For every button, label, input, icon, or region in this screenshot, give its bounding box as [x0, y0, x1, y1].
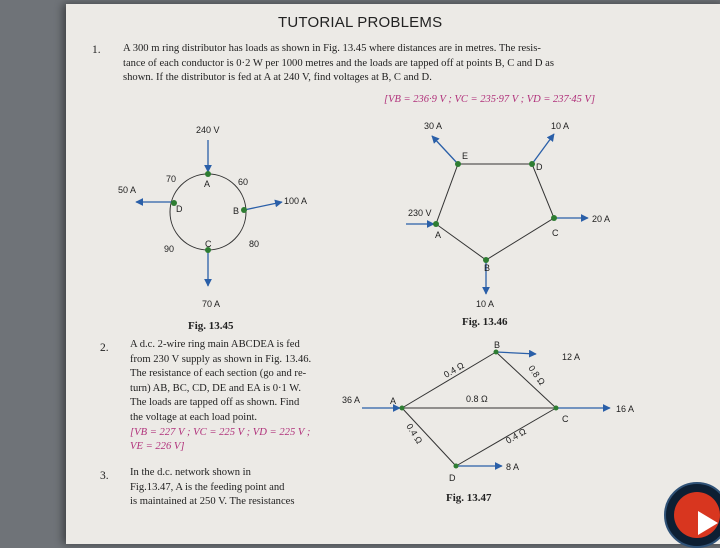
problem-2-line: The loads are tapped off as shown. Find [130, 397, 300, 409]
node-d-label: D [449, 473, 456, 483]
label-10a: 10 A [476, 299, 495, 309]
fig-13-45 [118, 125, 307, 309]
play-icon [674, 492, 720, 538]
dist-label: 80 [249, 239, 260, 249]
problem-2-line: the voltage at each load point. [130, 411, 258, 423]
fig-13-47 [342, 340, 634, 483]
problem-2-answer: [VB = 227 V ; VC = 225 V ; VD = 225 V ; [130, 426, 311, 438]
label-8a: 8 A [506, 462, 520, 472]
resistance-label: 0.4 Ω [504, 426, 528, 446]
label-230v: 230 V [408, 208, 432, 218]
dist-label: 70 [166, 174, 177, 184]
label-70a: 70 A [202, 299, 221, 309]
problem-3-line: Fig.13.47, A is the feeding point and [130, 481, 285, 493]
label-12a: 12 A [562, 352, 581, 362]
node-a-label: A [435, 230, 442, 240]
node-dot [433, 221, 439, 227]
ring-main [436, 164, 554, 260]
resistance-label: 0.8 Ω [526, 363, 548, 387]
node-dot [529, 161, 535, 167]
problem-1-line: tance of each conductor is 0·2 W per 1000 metres and the loads are tapped off at points B, C and D as [123, 57, 554, 69]
node-b-label: B [494, 340, 501, 350]
fig-13-47-caption: Fig. 13.47 [446, 492, 492, 504]
node-c-label: C [205, 239, 212, 249]
node-d-label: D [536, 162, 543, 172]
resistance-label: 0.4 Ω [404, 421, 425, 446]
node-a-label: A [204, 179, 211, 189]
problem-1-answer: [VB = 236·9 V ; VC = 235·97 V ; VD = 237·45 V] [384, 94, 596, 105]
figures-canvas [66, 4, 666, 544]
node-a-label: A [390, 396, 397, 406]
fig-13-46 [406, 121, 610, 309]
problem-2-line: A d.c. 2-wire ring main ABCDEA is fed [130, 339, 300, 350]
node-c-label: C [552, 228, 559, 238]
label-16a: 16 A [616, 404, 635, 414]
problem-1-line: A 300 m ring distributor has loads as shown in Fig. 13.45 where distances are in metres. The resis- [123, 43, 541, 54]
resistance-label: 0.8 Ω [466, 394, 488, 404]
dist-label: 90 [164, 244, 175, 254]
label-36a: 36 A [342, 395, 361, 405]
node-dot [241, 207, 247, 213]
label-10a: 10 A [551, 121, 570, 131]
page-title: TUTORIAL PROBLEMS [278, 14, 443, 31]
problem-2-number: 2. [100, 342, 109, 354]
label-50a: 50 A [118, 185, 137, 195]
node-dot [454, 464, 459, 469]
node-c-label: C [562, 414, 569, 424]
label-20a: 20 A [592, 214, 611, 224]
label-30a: 30 A [424, 121, 443, 131]
node-b-label: B [233, 206, 240, 216]
load-arrow [432, 136, 458, 164]
problem-2-line: The resistance of each section (go and re- [130, 368, 307, 380]
node-dot [455, 161, 461, 167]
problem-1-number: 1. [92, 44, 101, 56]
node-d-label: D [176, 204, 183, 214]
node-e-label: E [462, 151, 469, 161]
dist-label: 60 [238, 177, 249, 187]
problem-2-line: from 230 V supply as shown in Fig. 13.46. [130, 353, 312, 365]
fig-13-46-caption: Fig. 13.46 [462, 316, 508, 328]
node-dot [554, 406, 559, 411]
problem-1-line: shown. If the distributor is fed at A at 240 V, find voltages at B, C and D. [123, 72, 432, 84]
problem-3-line: is maintained at 250 V. The resistances [130, 496, 295, 508]
problem-3-line: In the d.c. network shown in [130, 467, 251, 478]
node-dot [551, 215, 557, 221]
label-100a: 100 A [284, 196, 308, 206]
load-arrow [496, 352, 536, 354]
node-dot [205, 171, 211, 177]
node-dot [494, 350, 499, 355]
fig-13-45-caption: Fig. 13.45 [188, 320, 234, 332]
resistance-label: 0.4 Ω [442, 360, 466, 380]
node-b-label: B [484, 263, 491, 273]
problem-3-number: 3. [100, 470, 109, 482]
branch-ad [402, 408, 456, 466]
load-arrow [244, 202, 282, 210]
node-dot [400, 406, 405, 411]
textbook-page [66, 4, 720, 544]
problem-2-line: turn) AB, BC, CD, DE and EA is 0·1 W. [130, 382, 301, 394]
problem-2-answer: VE = 226 V] [130, 441, 185, 453]
load-arrow [532, 134, 554, 164]
label-240v: 240 V [196, 125, 220, 135]
